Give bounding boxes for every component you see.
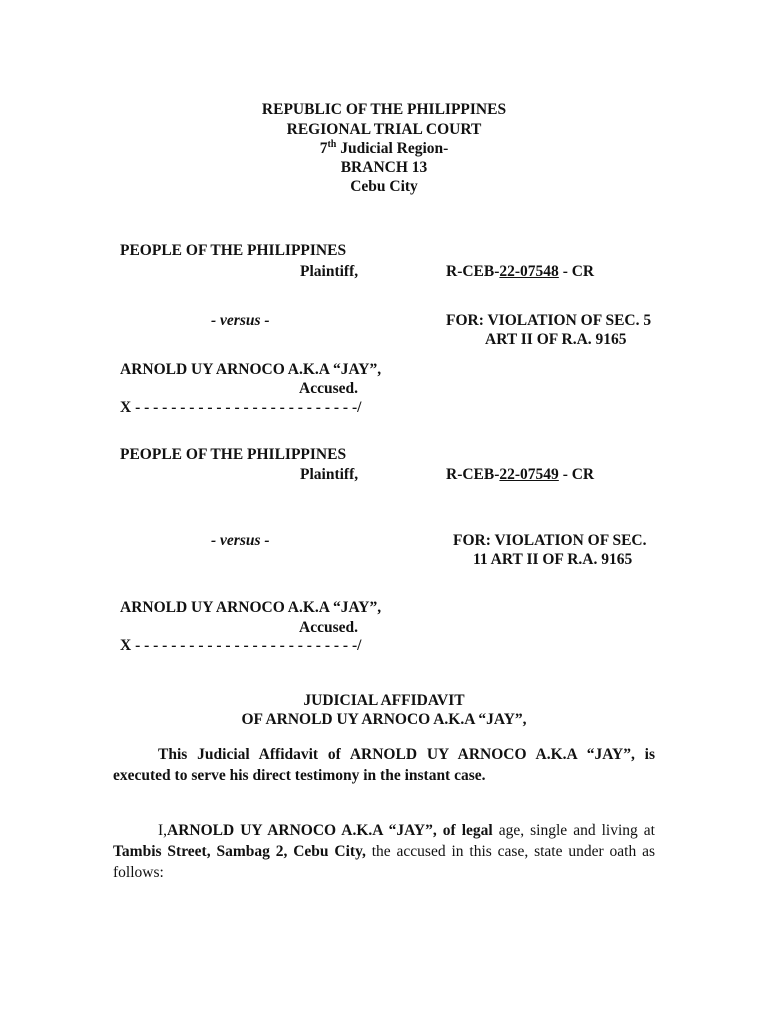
case1-accused-role: Accused. (299, 380, 358, 397)
case2-plaintiff-party: PEOPLE OF THE PHILIPPINES (120, 446, 347, 463)
case1-charge-line2: ART II OF R.A. 9165 (485, 331, 627, 348)
case1-case-num: 22-07548 (499, 263, 559, 280)
case2-case-prefix: R-CEB- (446, 466, 500, 483)
case1-plaintiff-party: PEOPLE OF THE PHILIPPINES (120, 242, 347, 259)
statement-address: Tambis Street, Sambag 2, Cebu City, (113, 843, 366, 860)
court-header-branch: BRANCH 13 (340, 159, 428, 176)
statement-text-1: age, single and living at (492, 822, 655, 839)
case1-versus: - versus - (211, 312, 270, 329)
affidavit-subtitle: OF ARNOLD UY ARNOCO A.K.A “JAY”, (241, 711, 527, 728)
region-number: 7 (319, 140, 328, 157)
court-header-republic: REPUBLIC OF THE PHILIPPINES (261, 101, 507, 118)
case2-case-number (446, 466, 594, 484)
court-header-city: Cebu City (350, 178, 418, 195)
case2-accused-role: Accused. (299, 619, 358, 636)
case1-case-suffix: - CR (558, 263, 595, 280)
case2-versus: - versus - (211, 532, 270, 549)
case1-case-prefix: R-CEB- (446, 263, 500, 280)
court-header-region (0, 140, 768, 158)
region-label: Judicial Region- (336, 140, 449, 157)
court-header-rtc: REGIONAL TRIAL COURT (286, 121, 482, 138)
case2-plaintiff-role: Plaintiff, (300, 466, 359, 483)
statement-affiant-name: ARNOLD UY ARNOCO A.K.A “JAY”, of legal (167, 822, 493, 839)
region-ordinal: th (327, 139, 337, 150)
statement-text-2: the accused in this case, state under oath as follows: (113, 843, 655, 881)
affidavit-title: JUDICIAL AFFIDAVIT (303, 692, 465, 709)
case1-charge-line1: FOR: VIOLATION OF SEC. 5 (446, 312, 652, 329)
case2-case-num: 22-07549 (499, 466, 559, 483)
case1-accused-name: ARNOLD UY ARNOCO A.K.A “JAY”, (120, 361, 382, 378)
case2-separator: X - - - - - - - - - - - - - - - - - - - - - - - - -/ (120, 637, 362, 654)
statement-lead: I, (158, 822, 168, 839)
case2-charge-line2: 11 ART II OF R.A. 9165 (473, 551, 633, 568)
case2-charge-line1: FOR: VIOLATION OF SEC. (453, 532, 647, 549)
case1-plaintiff-role: Plaintiff, (300, 263, 359, 280)
case2-accused-name: ARNOLD UY ARNOCO A.K.A “JAY”, (120, 599, 382, 616)
statement-paragraph (113, 820, 655, 883)
case1-case-number (446, 263, 594, 281)
intro-paragraph: This Judicial Affidavit of ARNOLD UY ARNOCO A.K.A “JAY”, is executed to serve his direct testimony in the instant case. (113, 746, 655, 784)
case2-case-suffix: - CR (558, 466, 595, 483)
case1-separator: X - - - - - - - - - - - - - - - - - - - - - - - - -/ (120, 399, 362, 416)
